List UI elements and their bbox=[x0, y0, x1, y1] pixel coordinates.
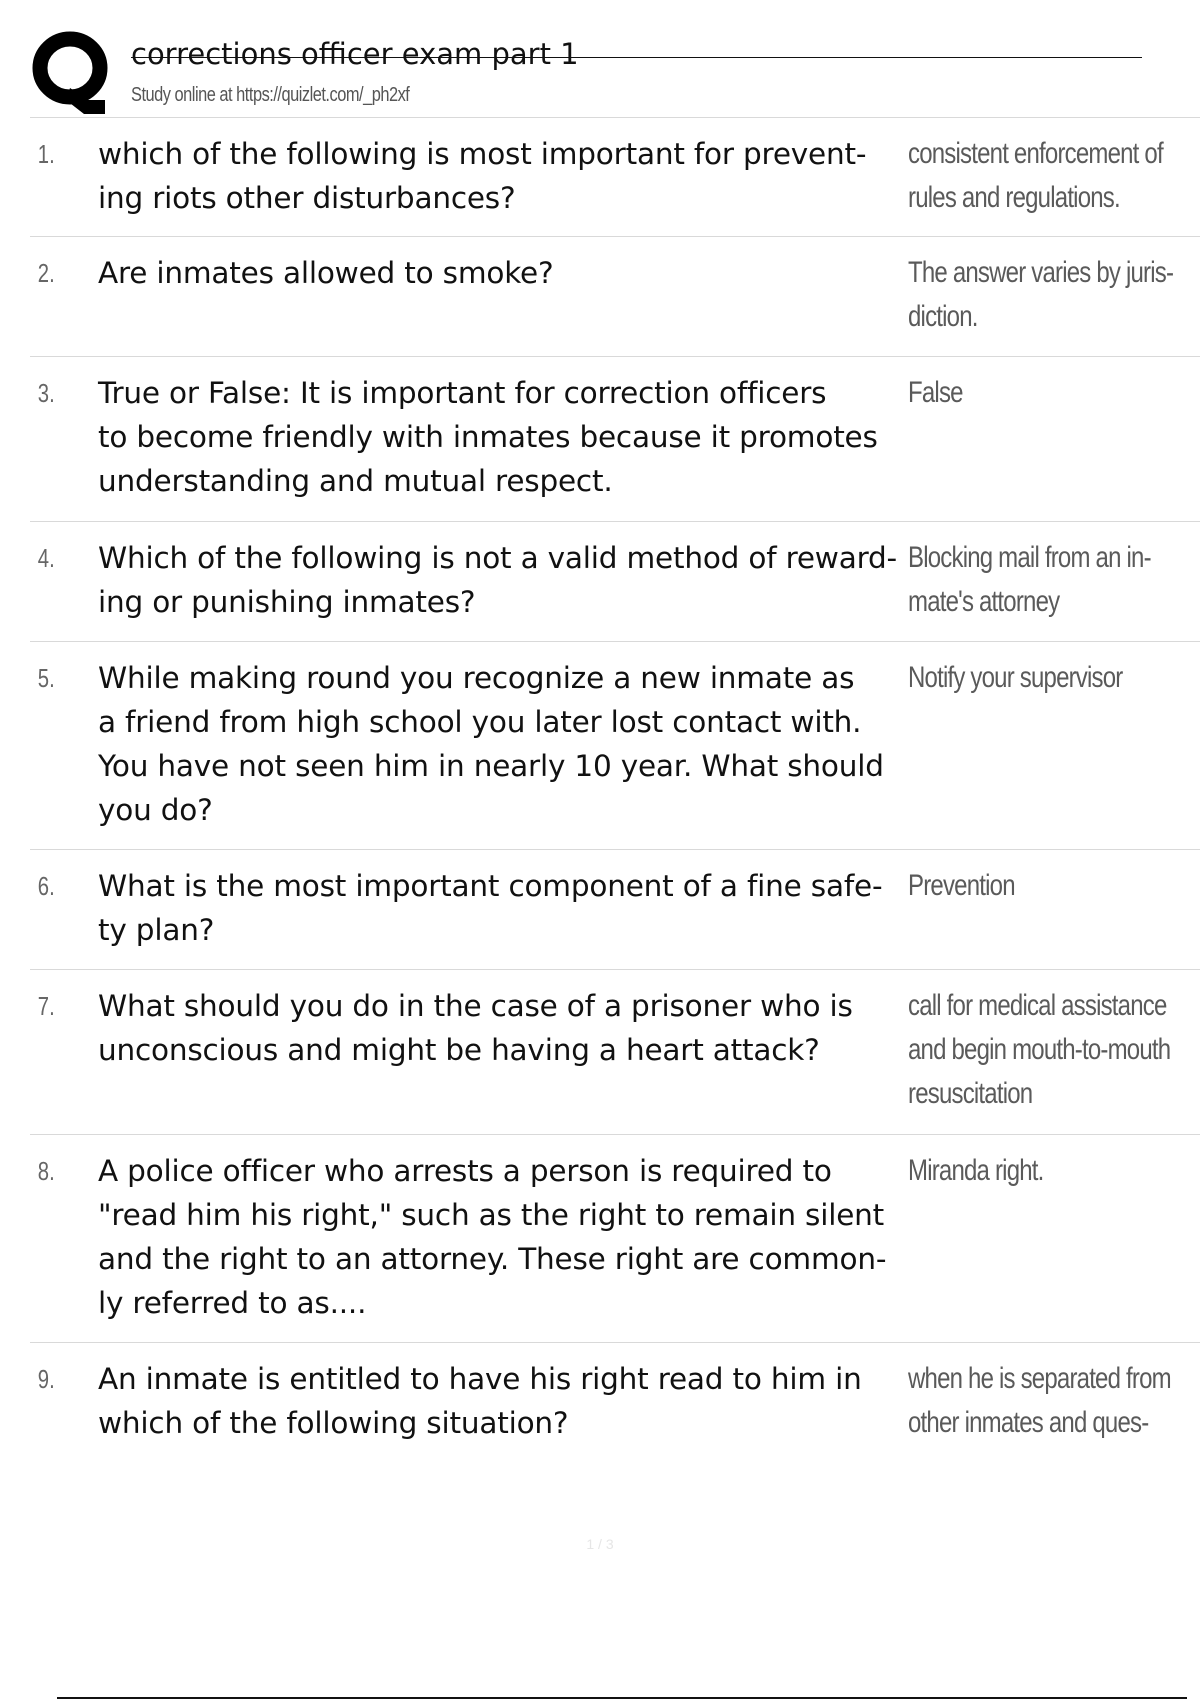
card-question bbox=[98, 984, 906, 1134]
answer-line: Miranda right. bbox=[908, 1154, 1044, 1187]
flashcard-row bbox=[30, 118, 1200, 237]
question-line: ly referred to as.... bbox=[98, 1286, 367, 1320]
card-question bbox=[98, 251, 906, 356]
card-question bbox=[98, 1357, 906, 1463]
answer-line: resuscitation bbox=[908, 1077, 1033, 1110]
answer-line: call for medical assistance bbox=[908, 989, 1167, 1022]
card-question bbox=[98, 371, 906, 521]
question-line: ing or punishing inmates? bbox=[98, 585, 476, 619]
question-line: a friend from high school you later lost contact with. bbox=[98, 705, 862, 739]
card-answer bbox=[906, 371, 1200, 521]
page-number: 1 / 3 bbox=[586, 1536, 614, 1552]
quizlet-q-logo-icon bbox=[32, 30, 112, 114]
card-number: 3. bbox=[37, 378, 55, 408]
card-number: 2. bbox=[37, 258, 55, 288]
title-rule bbox=[131, 57, 1142, 58]
answer-line: other inmates and ques- bbox=[908, 1406, 1149, 1439]
flashcard-list bbox=[30, 118, 1200, 1463]
card-number: 5. bbox=[37, 663, 55, 693]
question-line: "read him his right," such as the right to remain silent bbox=[98, 1198, 885, 1232]
answer-line: Blocking mail from an in- bbox=[908, 541, 1151, 574]
card-question bbox=[98, 864, 906, 969]
flashcard-row bbox=[30, 1135, 1200, 1343]
card-answer bbox=[906, 1149, 1200, 1342]
question-line: What is the most important component of a fine safe- bbox=[98, 869, 883, 903]
card-number: 9. bbox=[37, 1364, 55, 1394]
card-question bbox=[98, 656, 906, 849]
card-number: 1. bbox=[37, 139, 55, 169]
card-number: 7. bbox=[37, 991, 55, 1021]
question-line: understanding and mutual respect. bbox=[98, 464, 613, 498]
question-line: Are inmates allowed to smoke? bbox=[98, 256, 554, 290]
card-number: 6. bbox=[37, 871, 55, 901]
question-line: ing riots other disturbances? bbox=[98, 181, 516, 215]
card-answer bbox=[906, 132, 1200, 236]
card-answer bbox=[906, 864, 1200, 969]
flashcard-row bbox=[30, 237, 1200, 357]
question-line: Which of the following is not a valid method of reward- bbox=[98, 541, 897, 575]
answer-line: rules and regulations. bbox=[908, 181, 1120, 214]
question-line: A police officer who arrests a person is required to bbox=[98, 1154, 832, 1188]
page-title: corrections officer exam part 1 bbox=[131, 37, 579, 71]
answer-line: The answer varies by juris- bbox=[908, 256, 1174, 289]
answer-line: diction. bbox=[908, 300, 978, 333]
flashcard-row bbox=[30, 522, 1200, 642]
question-line: unconscious and might be having a heart attack? bbox=[98, 1033, 820, 1067]
answer-line: mate's attorney bbox=[908, 585, 1060, 618]
flashcard-row bbox=[30, 357, 1200, 522]
flashcard-row bbox=[30, 850, 1200, 970]
question-line: An inmate is entitled to have his right read to him in bbox=[98, 1362, 862, 1396]
question-line: ty plan? bbox=[98, 913, 215, 947]
answer-line: consistent enforcement of bbox=[908, 137, 1163, 170]
card-number: 4. bbox=[37, 543, 55, 573]
flashcard-row bbox=[30, 642, 1200, 850]
answer-line: False bbox=[908, 376, 963, 409]
card-question bbox=[98, 1149, 906, 1342]
card-answer bbox=[906, 1357, 1200, 1463]
card-answer bbox=[906, 536, 1200, 641]
question-line: and the right to an attorney. These right are common- bbox=[98, 1242, 887, 1276]
answer-line: when he is separated from bbox=[908, 1362, 1171, 1395]
answer-line: Notify your supervisor bbox=[908, 661, 1123, 694]
answer-line: and begin mouth-to-mouth bbox=[908, 1033, 1171, 1066]
question-line: While making round you recognize a new inmate as bbox=[98, 661, 855, 695]
question-line: to become friendly with inmates because it promotes bbox=[98, 420, 878, 454]
answer-line: Prevention bbox=[908, 869, 1015, 902]
question-line: You have not seen him in nearly 10 year. What should bbox=[98, 749, 884, 783]
card-answer bbox=[906, 251, 1200, 356]
footer-rule bbox=[57, 1697, 1187, 1699]
question-line: What should you do in the case of a prisoner who is bbox=[98, 989, 853, 1023]
flashcard-row bbox=[30, 1343, 1200, 1463]
card-question bbox=[98, 536, 906, 641]
card-answer bbox=[906, 984, 1200, 1134]
question-line: which of the following situation? bbox=[98, 1406, 569, 1440]
card-number: 8. bbox=[37, 1156, 55, 1186]
card-answer bbox=[906, 656, 1200, 849]
question-line: you do? bbox=[98, 793, 213, 827]
question-line: which of the following is most important for prevent- bbox=[98, 137, 867, 171]
study-online-link[interactable]: Study online at https://quizlet.com/_ph2xf bbox=[131, 84, 410, 106]
flashcard-row bbox=[30, 970, 1200, 1135]
card-question bbox=[98, 132, 906, 236]
question-line: True or False: It is important for correction officers bbox=[98, 376, 827, 410]
